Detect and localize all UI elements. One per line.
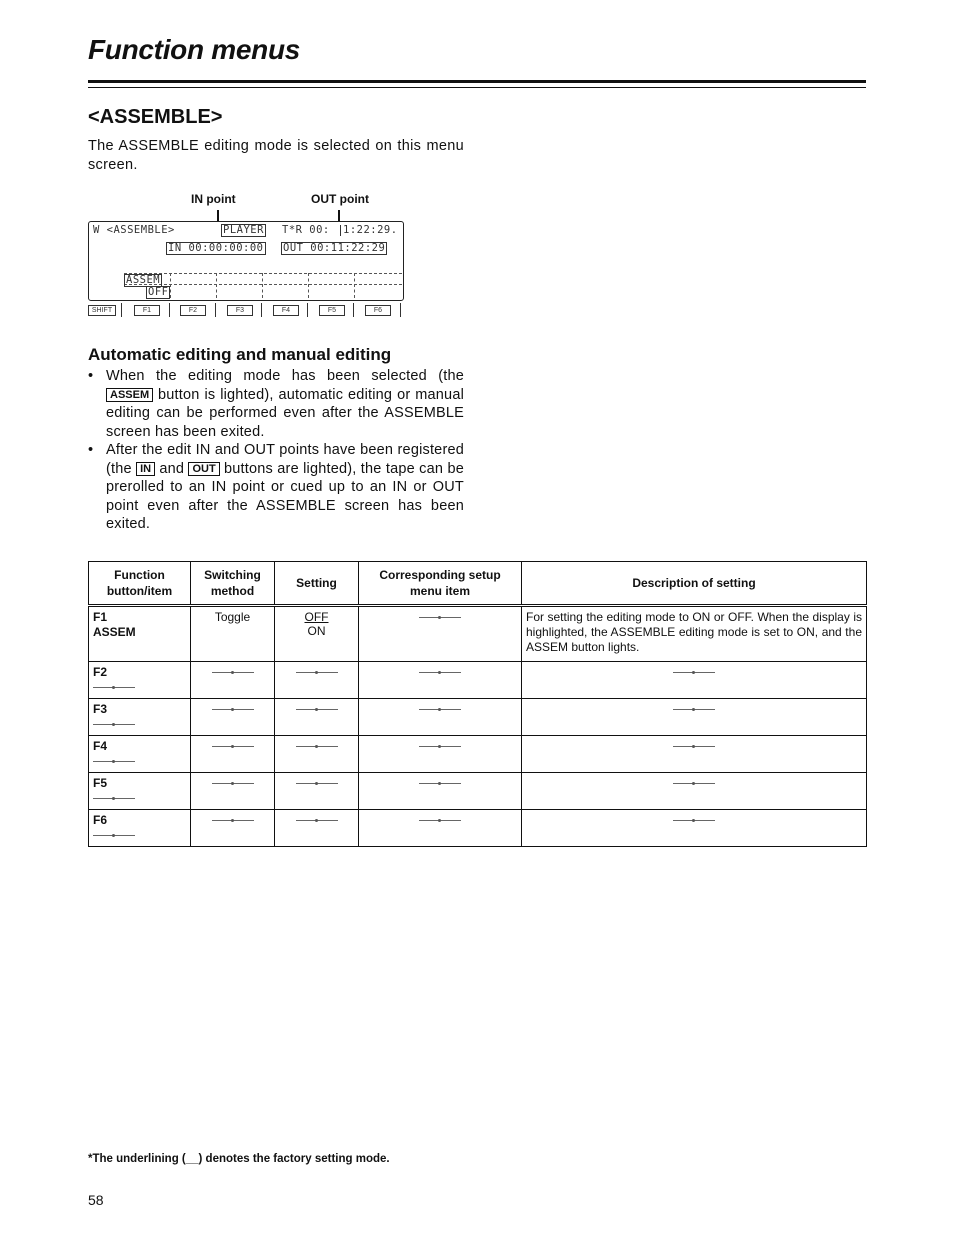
- blank-dash: [673, 709, 715, 710]
- title-rule: [88, 80, 866, 83]
- cell-function: [89, 662, 191, 699]
- cell-method: [191, 773, 275, 810]
- function-table: [88, 561, 867, 847]
- lcd-player: PLAYER: [223, 224, 264, 236]
- in-point-label: IN point: [191, 192, 236, 206]
- cell-description: [522, 810, 867, 847]
- title-rule-thin: [88, 87, 866, 88]
- lcd-out-timecode: OUT 00:11:22:29: [283, 242, 386, 254]
- function-id: F6: [93, 813, 108, 827]
- blank-dash: [212, 709, 254, 710]
- lcd-grid-line: [124, 273, 402, 274]
- key-f2: F2: [180, 305, 206, 316]
- bullet-item: [88, 441, 464, 534]
- blank-dash: [212, 672, 254, 673]
- table-row: [89, 773, 867, 810]
- page-title: Function menus: [88, 34, 301, 65]
- blank-dash: [93, 761, 135, 762]
- blank-dash: [673, 820, 715, 821]
- cell-method: [191, 662, 275, 699]
- bullet-text: buttons are lighted), the tape can be prerolled to an IN point or cued up to an IN or OUT point even after the ASSEMBLE screen has been exited.: [106, 460, 464, 532]
- cell-description: [522, 662, 867, 699]
- key-tick: [261, 303, 262, 317]
- blank-dash: [212, 746, 254, 747]
- editing-bullets: [88, 367, 464, 534]
- function-key-row: [88, 303, 404, 317]
- editing-heading: Automatic editing and manual editing: [88, 345, 392, 364]
- blank-dash: [93, 835, 135, 836]
- function-id: F3: [93, 702, 108, 716]
- lcd-assem: ASSEM: [126, 274, 161, 286]
- table-row: [89, 736, 867, 773]
- lcd-grid-sep: [216, 273, 217, 298]
- cell-setting: [275, 606, 359, 662]
- blank-dash: [93, 798, 135, 799]
- cell-description: [522, 736, 867, 773]
- blank-dash: [93, 687, 135, 688]
- cell-setup: [359, 773, 522, 810]
- blank-dash: [212, 820, 254, 821]
- blank-dash: [673, 672, 715, 673]
- table-row: [89, 810, 867, 847]
- cell-setting: [275, 810, 359, 847]
- cell-function: [89, 699, 191, 736]
- key-tick: [307, 303, 308, 317]
- cell-method: [191, 736, 275, 773]
- function-id: F2: [93, 665, 108, 679]
- cell-setting: [275, 662, 359, 699]
- cell-method: [191, 810, 275, 847]
- key-tick: [400, 303, 401, 317]
- cell-function: [89, 810, 191, 847]
- blank-dash: [673, 746, 715, 747]
- lcd-time: 1:22:29.: [340, 225, 398, 236]
- blank-dash: [93, 724, 135, 725]
- cell-function: [89, 773, 191, 810]
- lcd-tr: T*R 00:: [282, 224, 330, 236]
- key-f3: F3: [227, 305, 253, 316]
- key-f4: F4: [273, 305, 299, 316]
- key-f5: F5: [319, 305, 345, 316]
- lcd-grid-line: [124, 284, 402, 285]
- key-tick: [121, 303, 122, 317]
- lcd-menu-title: W <ASSEMBLE>: [93, 224, 175, 236]
- setting-default: OFF: [304, 610, 329, 624]
- cell-setup: [359, 699, 522, 736]
- out-point-label: OUT point: [311, 192, 369, 206]
- blank-dash: [673, 783, 715, 784]
- lcd-in-timecode: IN 00:00:00:00: [168, 242, 264, 254]
- function-id: F5: [93, 776, 108, 790]
- function-id: F1: [93, 610, 108, 624]
- blank-dash: [419, 820, 461, 821]
- key-f1: F1: [134, 305, 160, 316]
- key-tick: [353, 303, 354, 317]
- intro-text: The ASSEMBLE editing mode is selected on this menu screen.: [88, 138, 464, 173]
- blank-dash: [296, 746, 338, 747]
- cell-setting: [275, 699, 359, 736]
- header-setup-item: Corresponding setup menu item: [359, 562, 522, 606]
- table-row: [89, 662, 867, 699]
- key-shift: SHIFT: [88, 305, 116, 316]
- cell-method: Toggle: [191, 606, 275, 662]
- function-item: ASSEM: [93, 625, 136, 639]
- cell-setup: [359, 810, 522, 847]
- blank-dash: [296, 783, 338, 784]
- blank-dash: [212, 783, 254, 784]
- blank-dash: [419, 672, 461, 673]
- lcd-grid-sep: [262, 273, 263, 298]
- key-tick: [215, 303, 216, 317]
- table-row: [89, 606, 867, 662]
- table-header-row: [89, 562, 867, 606]
- cell-setup: [359, 606, 522, 662]
- cell-function: [89, 606, 191, 662]
- footnote: *The underlining (__) denotes the factory setting mode.: [88, 1153, 390, 1165]
- table-row: [89, 699, 867, 736]
- cell-description: [522, 773, 867, 810]
- cell-description: For setting the editing mode to ON or OFF. When the display is highlighted, the ASSEMBLE editing mode is set to ON, and the ASSEM button lights.: [522, 606, 867, 662]
- bullet-text: button is lighted), automatic editing or manual editing can be performed even after the ASSEMBLE screen has been exited.: [106, 386, 465, 440]
- function-id: F4: [93, 739, 108, 753]
- bullet-item: [88, 367, 464, 441]
- cell-setting: [275, 736, 359, 773]
- lcd-grid-sep: [308, 273, 309, 298]
- header-switching: Switching method: [191, 562, 275, 606]
- key-f6: F6: [365, 305, 391, 316]
- lcd-off: OFF: [148, 286, 169, 298]
- cell-description: [522, 699, 867, 736]
- header-description: Description of setting: [522, 562, 867, 606]
- cell-setting: [275, 773, 359, 810]
- cell-setup: [359, 736, 522, 773]
- lcd-grid-sep: [354, 273, 355, 298]
- setting-option: ON: [307, 624, 326, 638]
- blank-dash: [296, 820, 338, 821]
- page-number: 58: [88, 1192, 104, 1208]
- blank-dash: [419, 746, 461, 747]
- blank-dash: [419, 783, 461, 784]
- cell-setup: [359, 662, 522, 699]
- bullet-text: and: [159, 460, 185, 477]
- lcd-screen: [88, 221, 404, 301]
- in-key: IN: [136, 462, 155, 476]
- header-setting: Setting: [275, 562, 359, 606]
- cell-function: [89, 736, 191, 773]
- bullet-text: After the edit IN and OUT points have been registered (the: [106, 442, 464, 477]
- blank-dash: [296, 709, 338, 710]
- blank-dash: [419, 709, 461, 710]
- out-key: OUT: [188, 462, 219, 476]
- header-function: Function button/item: [89, 562, 191, 606]
- blank-dash: [419, 617, 461, 618]
- blank-dash: [296, 672, 338, 673]
- cell-method: [191, 699, 275, 736]
- section-heading: <ASSEMBLE>: [88, 106, 223, 128]
- bullet-text: When the editing mode has been selected (the: [106, 368, 464, 384]
- key-tick: [169, 303, 170, 317]
- assem-key: ASSEM: [106, 388, 153, 402]
